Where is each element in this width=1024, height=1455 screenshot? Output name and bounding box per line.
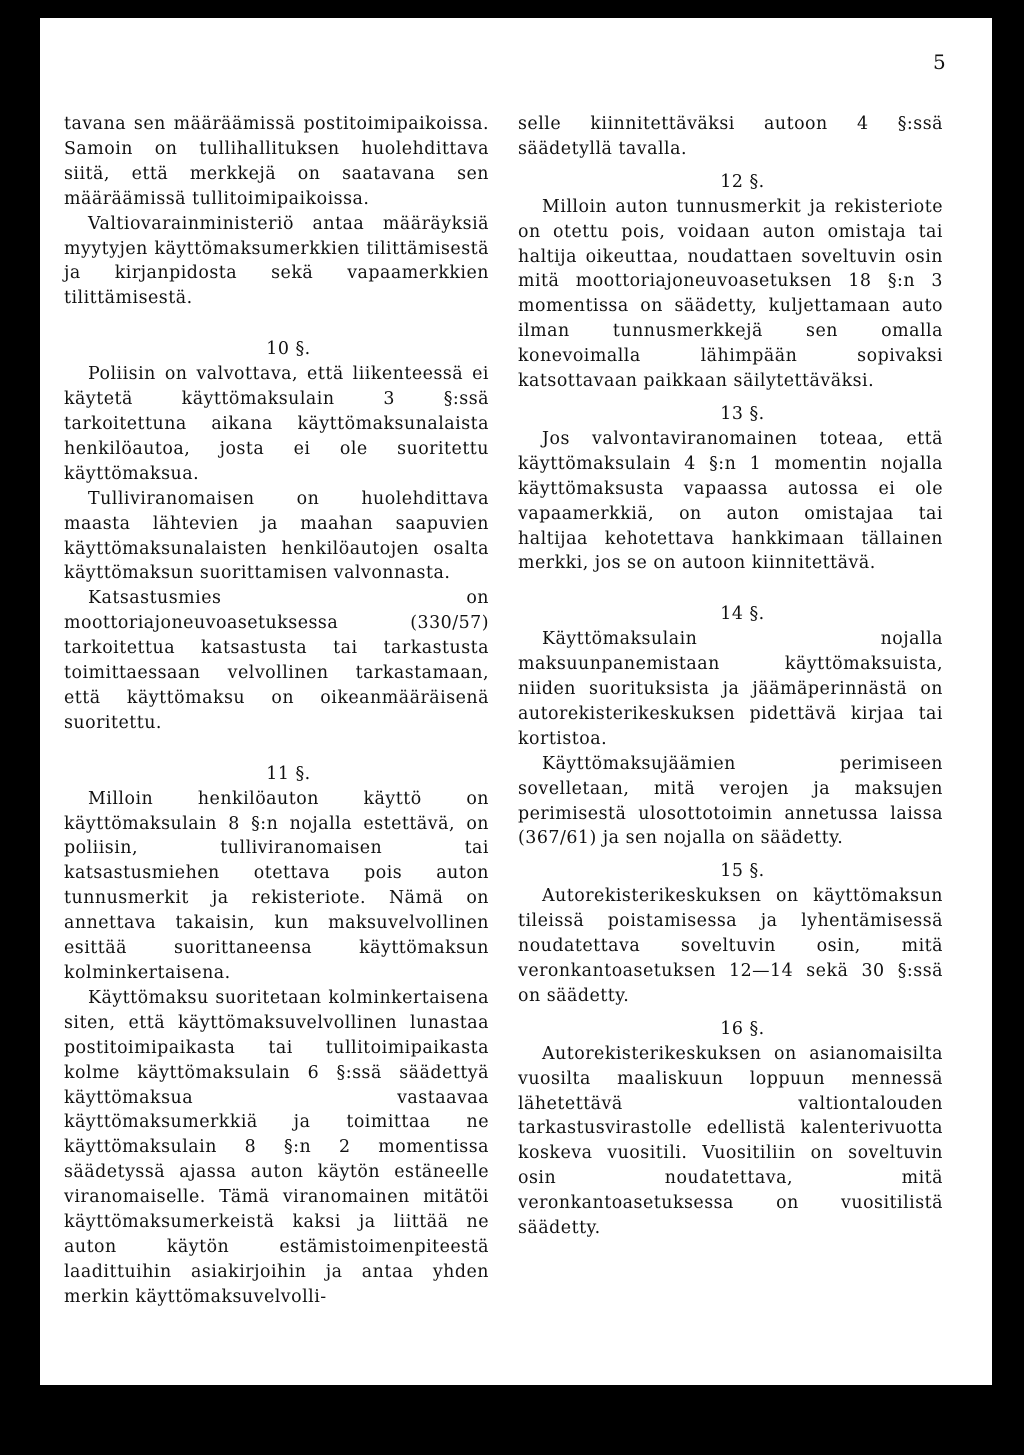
section-heading-12: 12 §. [720,171,765,192]
left-column [64,112,489,1310]
paragraph: tavana sen määräämissä postitoimipaikoissa. Samoin on tullihallituksen huolehdittava siitä, että merkkejä on saatavana sen määräämissä tullitoimipaikoissa. [64,114,489,209]
scan-border-top [0,0,1024,18]
scan-border-left [0,0,40,1455]
paragraph: Käyttömaksu suoritetaan kolminkertaisena siten, että käyttömaksuvelvollinen lunastaa postitoimipaikasta tai tullitoimipaikasta kolme käyttömaksulain 6 §:ssä säädettyä käyttömaksua vastaavaa käyttömaksumerkkiä ja toimittaa ne käyttömaksulain 8 §:n 2 momentissa säädetyssä ajassa auton käytön estäneelle viranomaiselle. Tämä viranomainen mitätöi käyttömaksumerkeistä kaksi ja liittää ne auton käytön estämistoimenpiteestä laadittuihin asiakirjoihin ja antaa yhden merkin käyttömaksuvelvolli- [64,987,489,1307]
paragraph: Poliisin on valvottava, että liikenteessä ei käytetä käyttömaksulain 3 §:ssä tarkoitettuna aikana käyttömaksunalaista henkilöautoa, josta ei ole suoritettu käyttömaksua. [64,364,489,484]
paragraph: Tulliviranomaisen on huolehdittava maasta lähtevien ja maahan saapuvien käyttömaksunalaisten henkilöautojen osalta käyttömaksun suorittamisen valvonnasta. [64,488,489,584]
section-heading-10: 10 §. [266,339,311,360]
paragraph: Autorekisterikeskuksen on käyttömaksun tileissä poistamisessa ja lyhentämisessä noudatettava soveltuvin osin, mitä veronkantoasetuksen 12—14 sekä 30 §:ssä on säädetty. [518,886,943,1006]
scan-border-bottom [0,1385,1024,1455]
section-heading-16: 16 §. [720,1018,765,1039]
section-heading-13: 13 §. [720,403,765,424]
scan-border-right [992,0,1024,1455]
paragraph: Katsastusmies on moottoriajoneuvoasetuksessa (330/57) tarkoitettua katsastusta tai tarkastusta toimittaessaan velvollinen tarkastamaan, että käyttömaksu on oikeanmääräisenä suoritettu. [64,588,489,733]
paragraph: selle kiinnitettäväksi autoon 4 §:ssä säädetyllä tavalla. [518,114,943,159]
page-number: 5 [933,50,946,74]
section-heading-11: 11 §. [266,763,311,784]
section-heading-14: 14 §. [720,604,765,625]
document-page [40,18,992,1385]
paragraph: Jos valvontaviranomainen toteaa, että käyttömaksulain 4 §:n 1 momentin nojalla käyttömaksusta vapaassa autossa ei ole vapaamerkkiä, on auton omistajaa tai haltijaa kehotettava hankkimaan tällainen merkki, jos se on autoon kiinnitettävä. [518,428,943,574]
right-column [518,112,943,1241]
paragraph: Milloin henkilöauton käyttö on käyttömaksulain 8 §:n nojalla estettävä, on poliisin, tulliviranomaisen tai katsastusmiehen otettava pois auton tunnusmerkit ja rekisteriote. Nämä on annettava takaisin, kun maksuvelvollinen esittää suorittaneensa käyttömaksun kolminkertaisena. [64,788,489,983]
paragraph: Käyttömaksujäämien perimiseen sovelletaan, mitä verojen ja maksujen perimisestä ulosottotoimin annetussa laissa (367/61) ja sen nojalla on säädetty. [518,753,943,849]
paragraph: Käyttömaksulain nojalla maksuunpanemistaan käyttömaksuista, niiden suorituksista ja jäämäperinnästä on autorekisterikeskuksen pidettävä kirjaa tai kortistoa. [518,629,943,749]
paragraph: Valtiovarainministeriö antaa määräyksiä myytyjen käyttömaksumerkkien tilittämisestä ja kirjanpidosta sekä vapaamerkkien tilittämisestä. [64,213,489,309]
paragraph: Milloin auton tunnusmerkit ja rekisteriote on otettu pois, voidaan auton omistaja tai haltija oikeuttaa, noudattaen soveltuvin osin mitä moottoriajoneuvoasetuksen 18 §:n 3 momentissa on säädetty, kuljettamaan auto ilman tunnusmerkkejä sen omalla konevoimalla lähimpään sopivaksi katsottavaan paikkaan säilytettäväksi. [518,196,943,392]
paragraph: Autorekisterikeskuksen on asianomaisilta vuosilta maaliskuun loppuun mennessä lähetettävä valtiontalouden tarkastusvirastolle edellistä kalenterivuotta koskeva vuositili. Vuositiliin on soveltuvin osin noudatettava, mitä veronkantoasetuksessa on vuositilistä säädetty. [518,1043,943,1239]
section-heading-15: 15 §. [720,861,765,882]
